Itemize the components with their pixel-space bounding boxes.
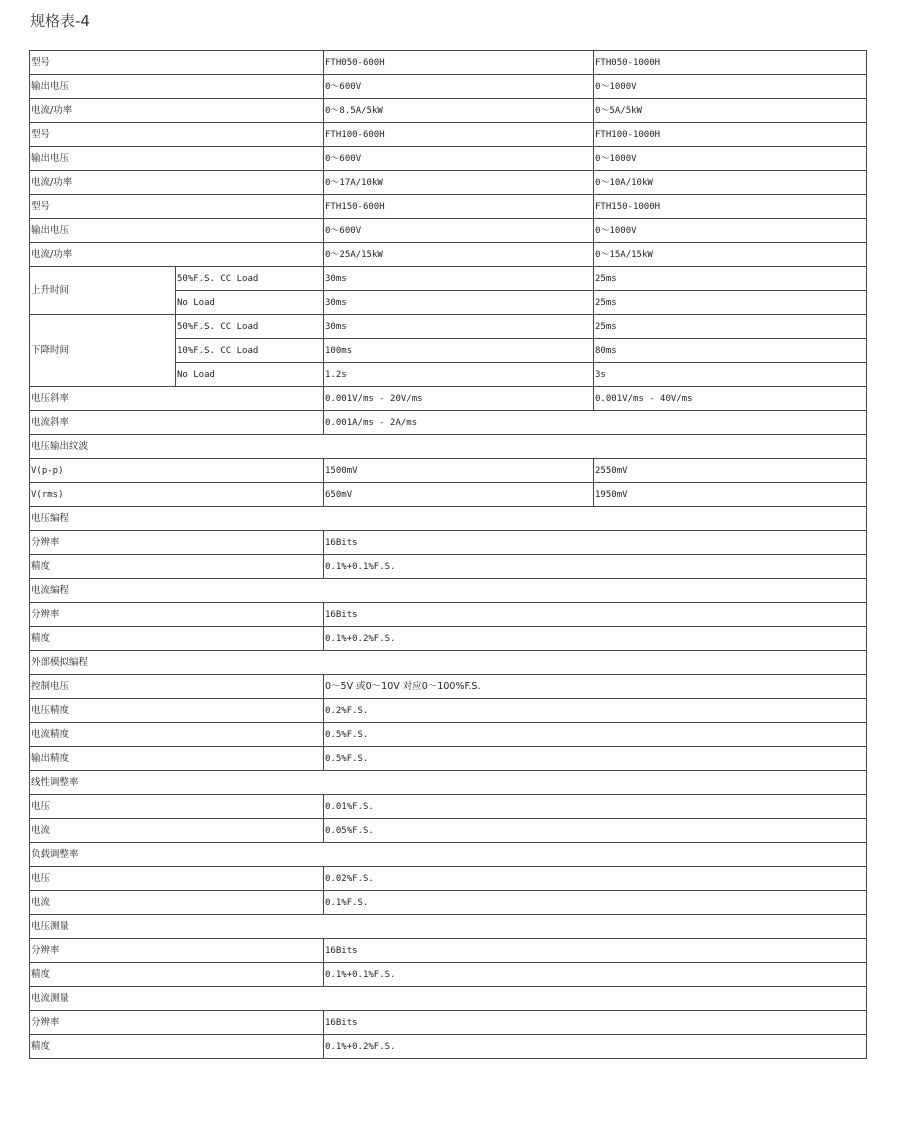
table-row [30, 675, 867, 699]
cell-value: 0～5V 或0～10V 对应0～100%F.S. [324, 675, 867, 699]
section-header [30, 579, 867, 603]
section-title: 电流编程 [30, 579, 867, 603]
cell-value: 0.02%F.S. [324, 867, 867, 891]
section-title: 电流测量 [30, 987, 867, 1011]
cell-value: 0.5%F.S. [324, 723, 867, 747]
row-label: 分辨率 [30, 603, 324, 627]
cell-1000h: 3s [594, 363, 867, 387]
row-label: 精度 [30, 963, 324, 987]
table-row [30, 531, 867, 555]
cell-1000h: 2550mV [594, 459, 867, 483]
cell-value: 16Bits [324, 603, 867, 627]
cell-600h: 0～600V [324, 147, 594, 171]
cell-600h: 0～8.5A/5kW [324, 99, 594, 123]
row-label: 电压 [30, 867, 324, 891]
spec-table [29, 50, 867, 1059]
row-label: 精度 [30, 1035, 324, 1059]
cell-1000h: 0～1000V [594, 75, 867, 99]
section-header [30, 987, 867, 1011]
table-row [30, 411, 867, 435]
cell-1000h: 0～15A/15kW [594, 243, 867, 267]
cell-value: 16Bits [324, 531, 867, 555]
cell-1000h: 1950mV [594, 483, 867, 507]
cell-1000h: 0.001V/ms - 40V/ms [594, 387, 867, 411]
section-title: 外部模拟编程 [30, 651, 867, 675]
row-label: 分辨率 [30, 939, 324, 963]
section-title: 电压测量 [30, 915, 867, 939]
section-header [30, 915, 867, 939]
table-row [30, 243, 867, 267]
section-title: 电压输出纹波 [30, 435, 867, 459]
table-row [30, 267, 867, 291]
section-title: 线性调整率 [30, 771, 867, 795]
condition-cell: 50%F.S. CC Load [176, 267, 324, 291]
row-label: 输出电压 [30, 75, 324, 99]
row-label: 电压斜率 [30, 387, 324, 411]
cell-1000h: 0～1000V [594, 219, 867, 243]
section-title: 电压编程 [30, 507, 867, 531]
table-row [30, 867, 867, 891]
table-row [30, 387, 867, 411]
rise-time-label: 上升时间 [30, 267, 176, 315]
cell-1000h: 25ms [594, 315, 867, 339]
cell-600h: 0.001V/ms - 20V/ms [324, 387, 594, 411]
table-row [30, 939, 867, 963]
table-row [30, 171, 867, 195]
cell-600h: 100ms [324, 339, 594, 363]
section-header [30, 771, 867, 795]
table-row [30, 795, 867, 819]
cell-1000h: 0～10A/10kW [594, 171, 867, 195]
table-row [30, 459, 867, 483]
section-header [30, 435, 867, 459]
table-row [30, 483, 867, 507]
table-row [30, 1035, 867, 1059]
cell-600h: FTH050-600H [324, 51, 594, 75]
section-title: 负载调整率 [30, 843, 867, 867]
cell-600h: 30ms [324, 291, 594, 315]
cell-value: 0.1%+0.1%F.S. [324, 963, 867, 987]
row-label: V(rms) [30, 483, 324, 507]
table-row [30, 195, 867, 219]
cell-value: 0.1%+0.2%F.S. [324, 627, 867, 651]
cell-600h: FTH150-600H [324, 195, 594, 219]
row-label: 电压 [30, 795, 324, 819]
cell-1000h: FTH100-1000H [594, 123, 867, 147]
row-label: 精度 [30, 555, 324, 579]
table-row [30, 699, 867, 723]
row-label: 电流/功率 [30, 171, 324, 195]
section-header [30, 651, 867, 675]
row-label: 型号 [30, 123, 324, 147]
table-row [30, 123, 867, 147]
fall-time-label: 下降时间 [30, 315, 176, 387]
row-label: 电流精度 [30, 723, 324, 747]
row-label: 电流斜率 [30, 411, 324, 435]
row-label: 精度 [30, 627, 324, 651]
cell-value: 0.2%F.S. [324, 699, 867, 723]
cell-value: 0.001A/ms - 2A/ms [324, 411, 867, 435]
condition-cell: 10%F.S. CC Load [176, 339, 324, 363]
cell-600h: 1500mV [324, 459, 594, 483]
row-label: 电流/功率 [30, 243, 324, 267]
cell-600h: 0～600V [324, 75, 594, 99]
table-row [30, 99, 867, 123]
condition-cell: No Load [176, 363, 324, 387]
cell-1000h: 0～1000V [594, 147, 867, 171]
table-row [30, 603, 867, 627]
cell-600h: 1.2s [324, 363, 594, 387]
cell-1000h: 0～5A/5kW [594, 99, 867, 123]
cell-value: 0.1%F.S. [324, 891, 867, 915]
table-row [30, 627, 867, 651]
row-label: 输出精度 [30, 747, 324, 771]
cell-1000h: 25ms [594, 291, 867, 315]
table-row [30, 315, 867, 339]
row-label: 控制电压 [30, 675, 324, 699]
cell-1000h: FTH150-1000H [594, 195, 867, 219]
table-row [30, 75, 867, 99]
row-label: 输出电压 [30, 219, 324, 243]
cell-1000h: FTH050-1000H [594, 51, 867, 75]
table-row [30, 555, 867, 579]
row-label: 分辨率 [30, 1011, 324, 1035]
cell-value: 16Bits [324, 1011, 867, 1035]
condition-cell: No Load [176, 291, 324, 315]
section-header [30, 507, 867, 531]
row-label: 电流 [30, 819, 324, 843]
table-row [30, 819, 867, 843]
table-row [30, 51, 867, 75]
condition-cell: 50%F.S. CC Load [176, 315, 324, 339]
table-row [30, 891, 867, 915]
cell-value: 0.5%F.S. [324, 747, 867, 771]
cell-600h: FTH100-600H [324, 123, 594, 147]
page-title: 规格表-4 [30, 12, 90, 30]
row-label: 型号 [30, 51, 324, 75]
table-row [30, 147, 867, 171]
row-label: 电流/功率 [30, 99, 324, 123]
table-row [30, 219, 867, 243]
table-row [30, 1011, 867, 1035]
cell-value: 0.1%+0.2%F.S. [324, 1035, 867, 1059]
row-label: 电流 [30, 891, 324, 915]
table-row [30, 963, 867, 987]
row-label: 型号 [30, 195, 324, 219]
table-row [30, 723, 867, 747]
cell-600h: 0～17A/10kW [324, 171, 594, 195]
cell-600h: 30ms [324, 267, 594, 291]
cell-600h: 650mV [324, 483, 594, 507]
cell-1000h: 25ms [594, 267, 867, 291]
cell-value: 0.1%+0.1%F.S. [324, 555, 867, 579]
row-label: 分辨率 [30, 531, 324, 555]
cell-1000h: 80ms [594, 339, 867, 363]
cell-600h: 30ms [324, 315, 594, 339]
row-label: V(p-p) [30, 459, 324, 483]
cell-600h: 0～600V [324, 219, 594, 243]
cell-value: 16Bits [324, 939, 867, 963]
cell-600h: 0～25A/15kW [324, 243, 594, 267]
row-label: 电压精度 [30, 699, 324, 723]
cell-value: 0.01%F.S. [324, 795, 867, 819]
row-label: 输出电压 [30, 147, 324, 171]
table-row [30, 747, 867, 771]
section-header [30, 843, 867, 867]
cell-value: 0.05%F.S. [324, 819, 867, 843]
